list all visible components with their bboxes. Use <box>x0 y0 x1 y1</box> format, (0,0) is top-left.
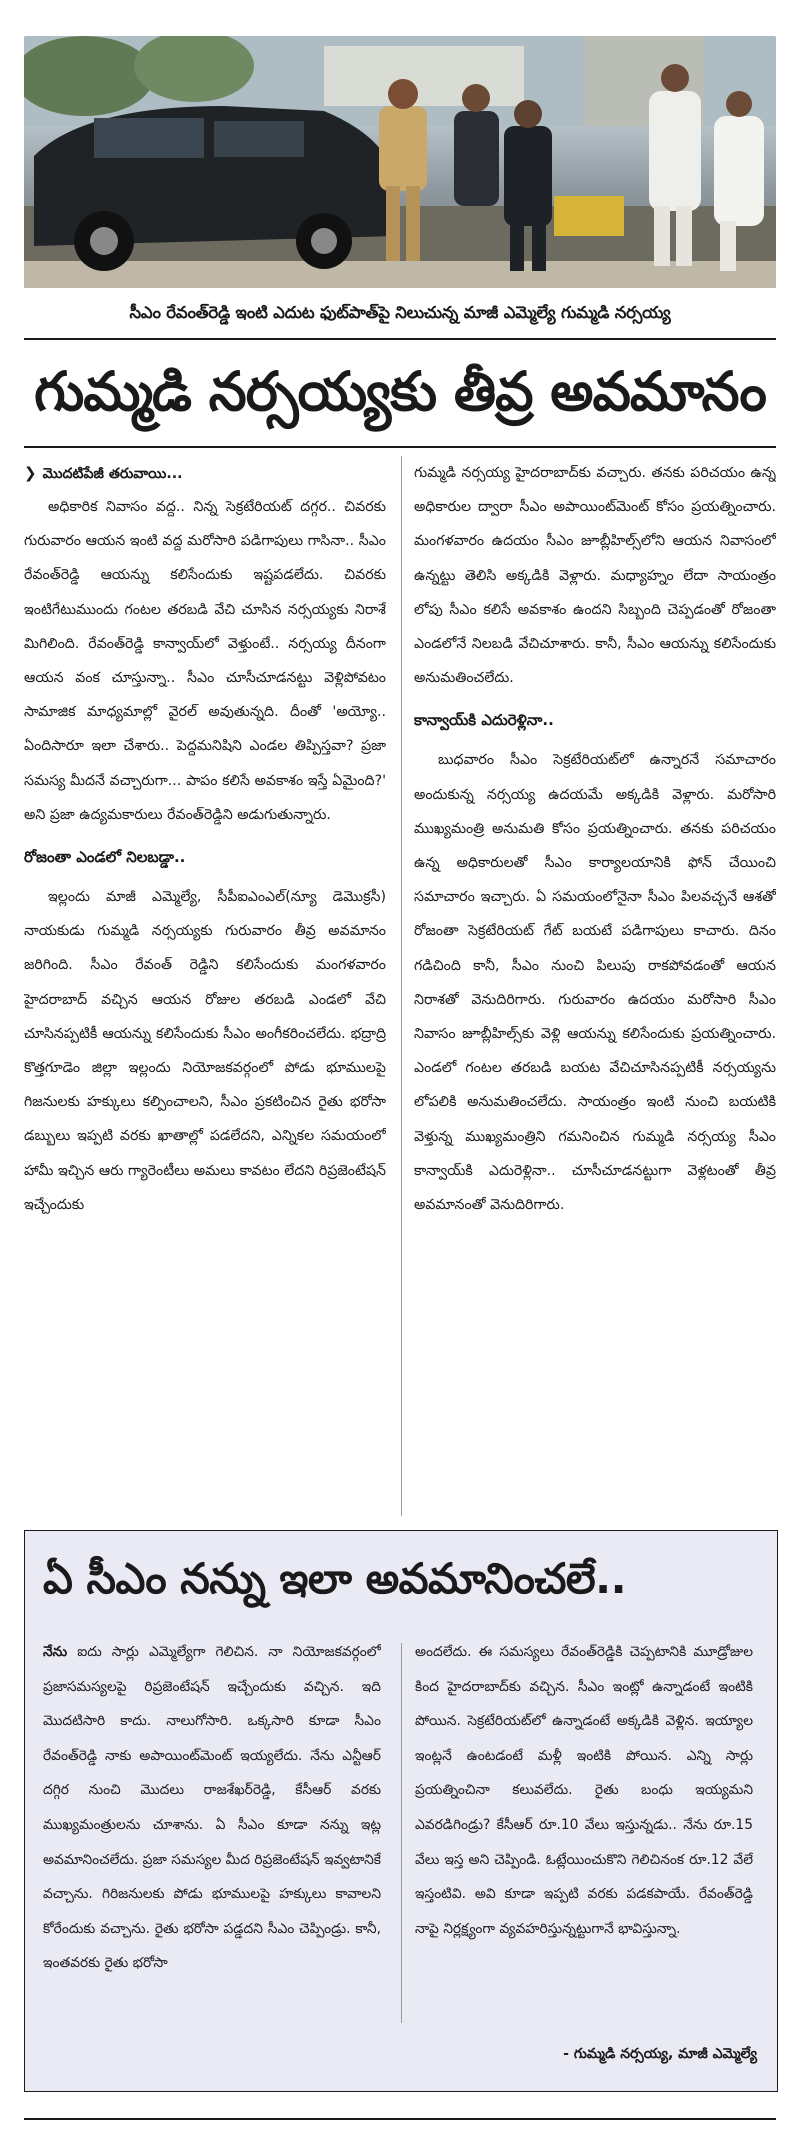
quote-box <box>24 1530 778 2092</box>
quote-lead-word: నేను <box>43 1644 68 1660</box>
photo-icon <box>24 36 776 288</box>
quote-paragraph <box>43 1635 381 1981</box>
quote-attribution: - గుమ్మడి నర్సయ్య, మాజీ ఎమ్మెల్యే <box>563 2046 757 2062</box>
quote-paragraph: అందలేదు. ఈ సమస్యలు రేవంత్‌రెడ్డికి చెప్పటానికి మూడ్రోజుల కింద హైదరాబాద్‌కు వచ్చిన. సీఎం ఇంట్లో ఉన్నాడంటే ఇంటికి పోయిన. సెక్రటేరియట్‌లో ఉన్నాడంటే అక్కడికి వెళ్లిన. ఇయ్యాల ఇంట్లనే ఉంటడంటే మళ్లీ ఇంటికి పోయిన. ఎన్ని సార్లు ప్రయత్నించినా కలువలేదు. రైతు బంధు ఇయ్యమని ఎవరడిగిండ్రు? కేసీఆర్ రూ.10 వేలు ఇస్తున్నడు.. నేను రూ.15 వేలు ఇస్త అని చెప్పిండి. ఓట్లేయించుకొని గెలిచినంక రూ.12 వేలే ఇస్తంటివి. అవి కూడా ఇప్పటి వరకు పడకపాయే. రేవంత్‌రెడ్డి నాపై నిర్లక్ష్యంగా వ్యవహరిస్తున్నట్టుగానే భావిస్తున్నా. <box>415 1644 753 1937</box>
divider <box>24 2118 776 2134</box>
article-subheading: రోజంతా ఎండలో నిలబడ్డా.. <box>24 848 186 867</box>
quote-text: ఐదు సార్లు ఎమ్మెల్యేగా గెలిచిన. నా నియోజకవర్గంలో ప్రజాసమస్యలపై రిప్రజెంటేషన్ ఇచ్చేందుకు వచ్చిన. ఇది మొదటిసారి కాదు. నాలుగోసారి. ఒక్కసారి కూడా సీఎం రేవంత్‌రెడ్డి నాకు అపాయింట్‌మెంట్ ఇయ్యలేదు. నేను ఎన్టీఆర్ దగ్గిర నుంచి మొదలు రాజశేఖర్‌రెడ్డి, కేసీఆర్ వరకు ముఖ్యమంత్రులను చూశాను. ఏ సీఎం కూడా నన్ను ఇట్ల అవమానించలేదు. ప్రజా సమస్యల మీద రిప్రజెంటేషన్ ఇవ్వటానికే వచ్చాను. గిరిజనులకు పోడు భూములపై హక్కులు కావాలని కోరేందుకు వచ్చాను. రైతు భరోసా పడ్డదని సీఎం చెప్పిండ్రు. కానీ, ఇంతవరకు రైతు భరోసా <box>43 1644 381 1972</box>
column-divider <box>401 456 402 1516</box>
quote-column-right <box>415 1635 753 2015</box>
column-divider <box>401 1643 402 2023</box>
article-paragraph: బుధవారం సీఎం సెక్రటేరియట్‌లో ఉన్నారనే సమాచారం అందుకున్న నర్సయ్య ఉదయమే అక్కడికి వెళ్లారు. మరోసారి ముఖ్యమంత్రి అనుమతి కోసం ప్రయత్నించారు. తనకు పరిచయం ఉన్న అధికారులతో సీఎం కార్యాలయానికి ఫోన్ చేయించి సమాచారం ఇచ్చారు. ఏ సమయంలోనైనా సీఎం పిలవచ్చనే ఆశతో రోజంతా సెక్రటేరియట్ గేట్ బయటే పడిగాపులు కాచారు. దినం గడిచింది కానీ, సీఎం నుంచి పిలుపు రాకపోవడంతో ఆయన నిరాశతో వెనుదిరిగారు. గురువారం ఉదయం మరోసారి సీఎం నివాసం జూబ్లీహిల్స్‌కు వెళ్లి ఆయన్ను కలిసేందుకు ప్రయత్నించారు. ఎండలో గంటల తరబడి బయట వేచిచూసినప్పటికీ నర్సయ్యను లోపలికి అనుమతించలేదు. సాయంత్రం ఇంటి నుంచి బయటికి వెళ్తున్న ముఖ్యమంత్రిని గమనించిన గుమ్మడి నర్సయ్య సీఎం కాన్వాయ్‌కి ఎదురెళ్లినా.. చూసీచూడనట్టుగా వెళ్లటంతో తీవ్ర అవమానంతో వెనుదిరిగారు. <box>414 752 776 1214</box>
article-paragraph: ఇల్లందు మాజీ ఎమ్మెల్యే, సీపీఐఎంఎల్(న్యూ డెమొక్రసీ) నాయకుడు గుమ్మడి నర్సయ్యకు గురువారం తీవ్ర అవమానం జరిగింది. సీఎం రేవంత్ రెడ్డిని కలిసేందుకు మంగళవారం హైదరాబాద్ వచ్చిన ఆయన రోజుల తరబడి ఎండలో వేచి చూసినప్పటికీ ఆయన్ను కలిసేందుకు సీఎం అంగీకరించలేదు. భద్రాద్రి కొత్తగూడెం జిల్లా ఇల్లందు నియోజకవర్గంలో పోడు భూములపై గిజనులకు హక్కులు కల్పించాలని, సీఎం ప్రకటించిన రైతు భరోసా డబ్బులు ఇప్పటి వరకు ఖాతాల్లో పడలేదని, ఎన్నికల సమయంలో హామీ ఇచ్చిన ఆరు గ్యారెంటీలు అమలు కావటం లేదని రిప్రజెంటేషన్ ఇచ్చేందుకు <box>24 889 386 1213</box>
chevron-right-icon: ❯ <box>24 464 37 482</box>
quote-column-left <box>43 1635 381 2015</box>
article-subheading: కాన్వాయ్‌కి ఎదురెళ్లినా.. <box>414 711 554 730</box>
divider <box>24 338 776 340</box>
quote-box-title: ఏ సీఎం నన్ను ఇలా అవమానించలే.. <box>43 1554 627 1603</box>
article-column-left <box>24 456 386 1516</box>
divider <box>24 446 776 448</box>
continued-label <box>24 456 386 490</box>
article-column-right <box>414 456 776 1516</box>
headline: గుమ్మడి నర్సయ్యకు తీవ్ర అవమానం <box>34 360 766 423</box>
photo-caption: సీఎం రేవంత్‌రెడ్డి ఇంటి ఎదుట ఫుట్‌పాత్‌పై నిలుచున్న మాజీ ఎమ్మెల్యే గుమ్మడి నర్సయ్య <box>129 303 671 322</box>
news-photo <box>24 36 776 288</box>
article-paragraph: గుమ్మడి నర్సయ్య హైదరాబాద్‌కు వచ్చారు. తనకు పరిచయం ఉన్న అధికారుల ద్వారా సీఎం అపాయింట్‌మెంట్ కోసం ప్రయత్నించారు. మంగళవారం ఉదయం సీఎం జూబ్లీహిల్స్‌లోని ఆయన నివాసంలో ఉన్నట్టు తెలిసి అక్కడికి వెళ్లారు. మధ్యాహ్నం లేదా సాయంత్రం లోపు సీఎం కలిసే అవకాశం ఉందని సిబ్బంది చెప్పడంతో రోజంతా ఎండలోనే నిలబడి వేచిచూశారు. కానీ, సీఎం ఆయన్ను కలిసేందుకు అనుమతించలేదు. <box>414 465 776 687</box>
article-paragraph: అధికారిక నివాసం వద్ద.. నిన్న సెక్రటేరియట్ దగ్గర.. చివరకు గురువారం ఆయన ఇంటి వద్ద మరోసారి పడిగాపులు గాసినా.. సీఎం రేవంత్‌రెడ్డి ఆయన్ను కలిసేందుకు ఇష్టపడలేదు. చివరకు ఇంటిగేటుముందు గంటల తరబడి వేచి చూసిన నర్సయ్యకు నిరాశే మిగిలింది. రేవంత్‌రెడ్డి కాన్వాయ్‌లో వెళ్తుంటే.. నర్సయ్య దీనంగా ఆయన వంక చూస్తున్నా.. సీఎం చూసీచూడనట్టు వెళ్లిపోవటం సామాజిక మాధ్యమాల్లో వైరల్ అవుతున్నది. దీంతో 'అయ్యో.. ఏందిసారూ ఇలా చేశారు.. పెద్దమనిషిని ఎండల తిప్పిస్తవా? ప్రజా సమస్య మీదనే వచ్చారుగా... పాపం కలిసే అవకాశం ఇస్తే ఏమైంది?' అని ప్రజా ఉద్యమకారులు రేవంత్‌రెడ్డిని అడుగుతున్నారు. <box>24 499 386 823</box>
continued-text: మొదటిపేజీ తరువాయి... <box>42 466 183 482</box>
